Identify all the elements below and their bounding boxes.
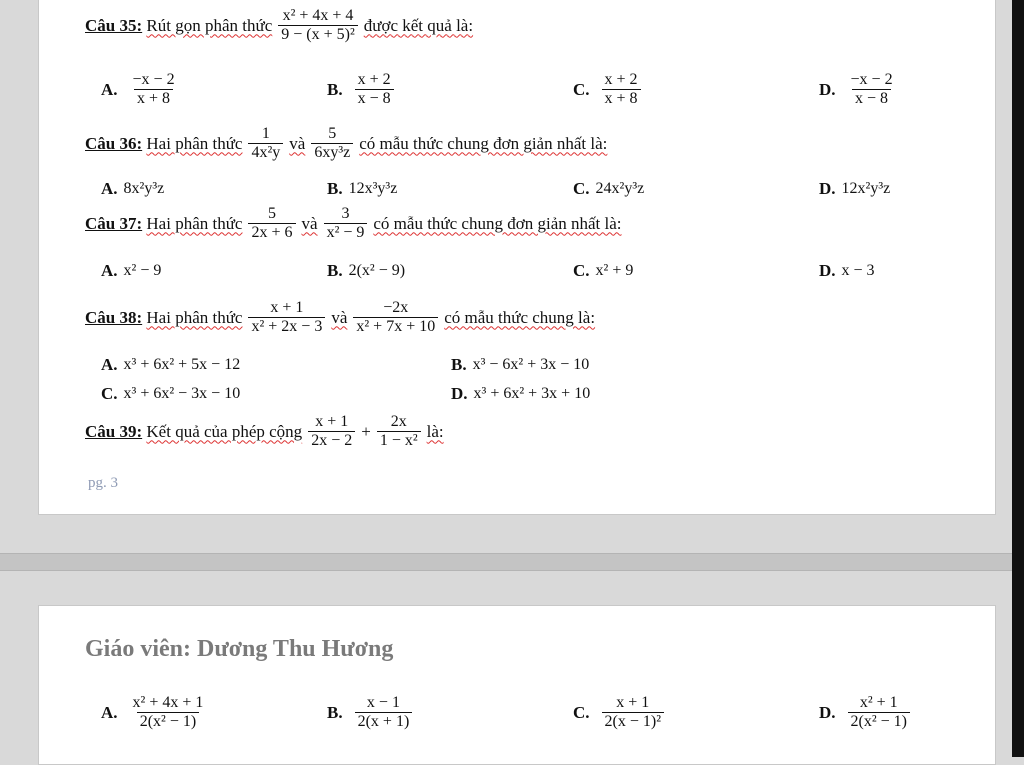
question-36-label: Câu 36: [85,133,143,153]
question-36-option-d[interactable] [819,179,890,199]
option-denominator: x + 8 [134,89,173,108]
question-35-numerator: x² + 4x + 4 [282,7,354,24]
option-denominator: 2(x − 1)² [602,712,664,731]
fraction-denominator: 6xy³z [311,143,353,162]
question-37-text-end: có mẫu thức chung đơn giản nhất là: [373,213,622,233]
option-numerator: x² + 4x + 1 [132,694,204,711]
option-label: C. [573,702,590,722]
fraction-denominator: x² + 2x − 3 [248,317,325,336]
question-36-text-end: có mẫu thức chung đơn giản nhất là: [359,133,608,153]
fraction-denominator: x² − 9 [324,223,368,242]
fraction-denominator: x² + 7x + 10 [353,317,438,336]
option-denominator: 2(x² − 1) [848,712,910,731]
question-37-text: Hai phân thức [146,213,243,233]
question-37-option-d[interactable] [819,261,875,281]
question-39-plus: + [361,421,371,441]
option-label: A. [101,261,118,280]
fraction-numerator: 2x [390,413,407,430]
question-37-label: Câu 37: [85,213,143,233]
option-label: C. [573,79,590,99]
option-denominator: 2(x² − 1) [137,712,199,731]
question-38-option-a[interactable] [101,355,240,375]
option-label: D. [819,702,836,722]
option-value: x² + 9 [595,262,634,279]
question-38-option-c[interactable] [101,384,240,404]
question-38-stem [85,299,595,336]
fraction-numerator: x + 1 [270,299,304,316]
option-value: x³ + 6x² + 5x − 12 [123,356,241,373]
question-36-option-c[interactable] [573,179,644,199]
option-value: x³ + 6x² − 3x − 10 [123,385,241,402]
option-value: 24x²y³z [595,180,645,197]
option-value: 12x²y³z [841,180,891,197]
fraction-denominator: 4x²y [248,143,283,162]
document-page-4 [38,605,996,765]
question-39-stem [85,413,444,450]
teacher-header: Giáo viên: Dương Thu Hương [85,636,394,662]
option-label: A. [101,702,118,722]
fraction-denominator: 1 − x² [377,431,421,450]
question-35-fraction [278,7,358,44]
option-label: C. [101,384,118,403]
option-numerator: x + 1 [616,694,650,711]
fraction-numerator: 3 [341,205,350,222]
page-gap [0,553,1024,571]
option-label: B. [451,355,467,374]
fraction-numerator: 5 [328,125,337,142]
option-label: B. [327,179,343,198]
question-37-option-a[interactable] [101,261,161,281]
question-36-fraction-1 [248,125,283,162]
question-35-text: Rút gọn phân thức [146,15,273,35]
question-39-option-a[interactable] [101,694,212,731]
question-36-and: và [289,133,306,153]
question-38-option-b[interactable] [451,355,589,375]
fraction-numerator: −2x [383,299,409,316]
question-35-option-b[interactable] [327,71,400,108]
window-edge [1012,0,1024,757]
question-39-text: Kết quả của phép cộng [146,421,303,441]
question-37-fraction-2 [324,205,368,242]
option-denominator: x + 8 [602,89,641,108]
question-38-fraction-2 [353,299,438,336]
option-value: x³ − 6x² + 3x − 10 [472,356,590,373]
question-36-fraction-2 [311,125,353,162]
question-35-text-end: được kết quả là: [363,15,474,35]
question-37-stem [85,205,622,242]
question-39-option-b[interactable] [327,694,418,731]
question-38-option-d[interactable] [451,384,590,404]
question-36-text: Hai phân thức [146,133,243,153]
option-denominator: x − 8 [852,89,891,108]
option-denominator: 2(x + 1) [355,712,413,731]
option-numerator: x² + 1 [859,694,898,711]
question-39-text-end: là: [426,421,444,441]
question-39-option-c[interactable] [573,694,670,731]
option-label: D. [819,79,836,99]
option-label: B. [327,702,343,722]
option-value: 12x³y³z [348,180,398,197]
option-value: 8x²y³z [123,180,165,197]
option-label: A. [101,355,118,374]
option-label: C. [573,261,590,280]
fraction-numerator: 1 [261,125,270,142]
option-value: 2(x² − 9) [348,262,406,279]
document-page-3 [38,0,996,515]
question-36-option-b[interactable] [327,179,397,199]
question-38-and: và [331,307,348,327]
question-37-option-b[interactable] [327,261,405,281]
question-38-text: Hai phân thức [146,307,243,327]
question-39-option-d[interactable] [819,694,916,731]
fraction-numerator: x + 1 [315,413,349,430]
option-label: D. [819,179,836,198]
option-numerator: −x − 2 [132,71,175,88]
option-value: x − 3 [841,262,875,279]
question-35-label: Câu 35: [85,15,143,35]
fraction-numerator: 5 [268,205,276,222]
question-39-label: Câu 39: [85,421,143,441]
option-value: x³ + 6x² + 3x + 10 [473,385,591,402]
option-label: B. [327,261,343,280]
option-numerator: x − 1 [366,694,400,711]
question-36-option-a[interactable] [101,179,164,199]
question-38-text-end: có mẫu thức chung là: [444,307,596,327]
question-35-option-c[interactable] [573,71,647,108]
question-37-and: và [301,213,318,233]
question-37-fraction-1 [248,205,295,242]
question-38-fraction-1 [248,299,325,336]
option-numerator: x + 2 [604,71,638,88]
option-value: x² − 9 [123,262,162,279]
option-label: D. [451,384,468,403]
question-35-denominator: 9 − (x + 5)² [278,25,358,44]
option-label: A. [101,179,118,198]
fraction-denominator: 2x − 2 [308,431,355,450]
option-denominator: x − 8 [355,89,394,108]
question-38-label: Câu 38: [85,307,143,327]
question-35-option-d[interactable] [819,71,902,108]
option-numerator: −x − 2 [850,71,893,88]
question-39-fraction-1 [308,413,355,450]
option-label: C. [573,179,590,198]
question-36-stem [85,125,607,162]
question-35-option-a[interactable] [101,71,184,108]
option-label: B. [327,79,343,99]
option-label: D. [819,261,836,280]
option-label: A. [101,79,118,99]
page-number: pg. 3 [88,475,118,491]
question-39-fraction-2 [377,413,421,450]
fraction-denominator: 2x + 6 [248,223,295,242]
question-37-option-c[interactable] [573,261,633,281]
option-numerator: x + 2 [357,71,391,88]
question-35-stem [85,7,473,44]
